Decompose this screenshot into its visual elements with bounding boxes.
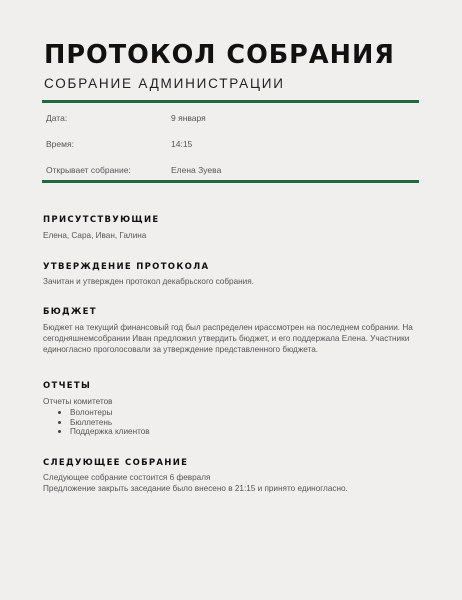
time-value: 14:15 (171, 139, 193, 149)
list-item: Бюллетень (58, 418, 150, 428)
next-meeting-heading: СЛЕДУЮЩЕЕ СОБРАНИЕ (43, 458, 189, 468)
budget-heading: БЮДЖЕТ (43, 307, 97, 317)
approval-heading: УТВЕРЖДЕНИЕ ПРОТОКОЛА (43, 262, 210, 272)
budget-text: Бюджет на текущий финансовый год был распределен ирассмотрен на последнем собрании. На сегодняшнемсобрании Иван предложил утвердить бюджет, и его поддержала Елена. Участники единогласно проголосовали за утверждение представленного бюджета. (43, 323, 413, 355)
time-label: Время: (46, 139, 74, 149)
date-value: 9 января (171, 113, 206, 123)
page-title: ПРОТОКОЛ СОБРАНИЯ (44, 40, 395, 70)
next-meeting-line: Следующее собрание состоится 6 февраля (43, 473, 211, 482)
info-row-date (46, 113, 406, 129)
reports-heading: ОТЧЕТЫ (43, 381, 92, 391)
attendees-text: Елена, Сара, Иван, Галина (43, 231, 147, 240)
top-divider (42, 100, 419, 103)
closing-line: Предложение закрыть заседание было внесено в 21:15 и принято единогласно. (43, 484, 348, 494)
approval-text: Зачитан и утвержден протокол декабрьского собрания. (43, 277, 254, 286)
opener-label: Открывает собрание: (46, 165, 131, 175)
reports-text: Отчеты комитетов (43, 397, 113, 406)
list-item: Волонтеры (58, 408, 150, 418)
opener-value: Елена Зуева (171, 165, 222, 175)
attendees-heading: ПРИСУТСТВУЮЩИЕ (43, 215, 160, 225)
page-subtitle: СОБРАНИЕ АДМИНИСТРАЦИИ (44, 76, 285, 91)
info-row-time (46, 139, 406, 155)
next-meeting-text (43, 472, 423, 494)
info-row-opener (46, 165, 406, 181)
date-label: Дата: (46, 113, 68, 123)
list-item: Поддержка клиентов (58, 427, 150, 437)
reports-list (58, 408, 150, 437)
bottom-divider (42, 180, 419, 183)
